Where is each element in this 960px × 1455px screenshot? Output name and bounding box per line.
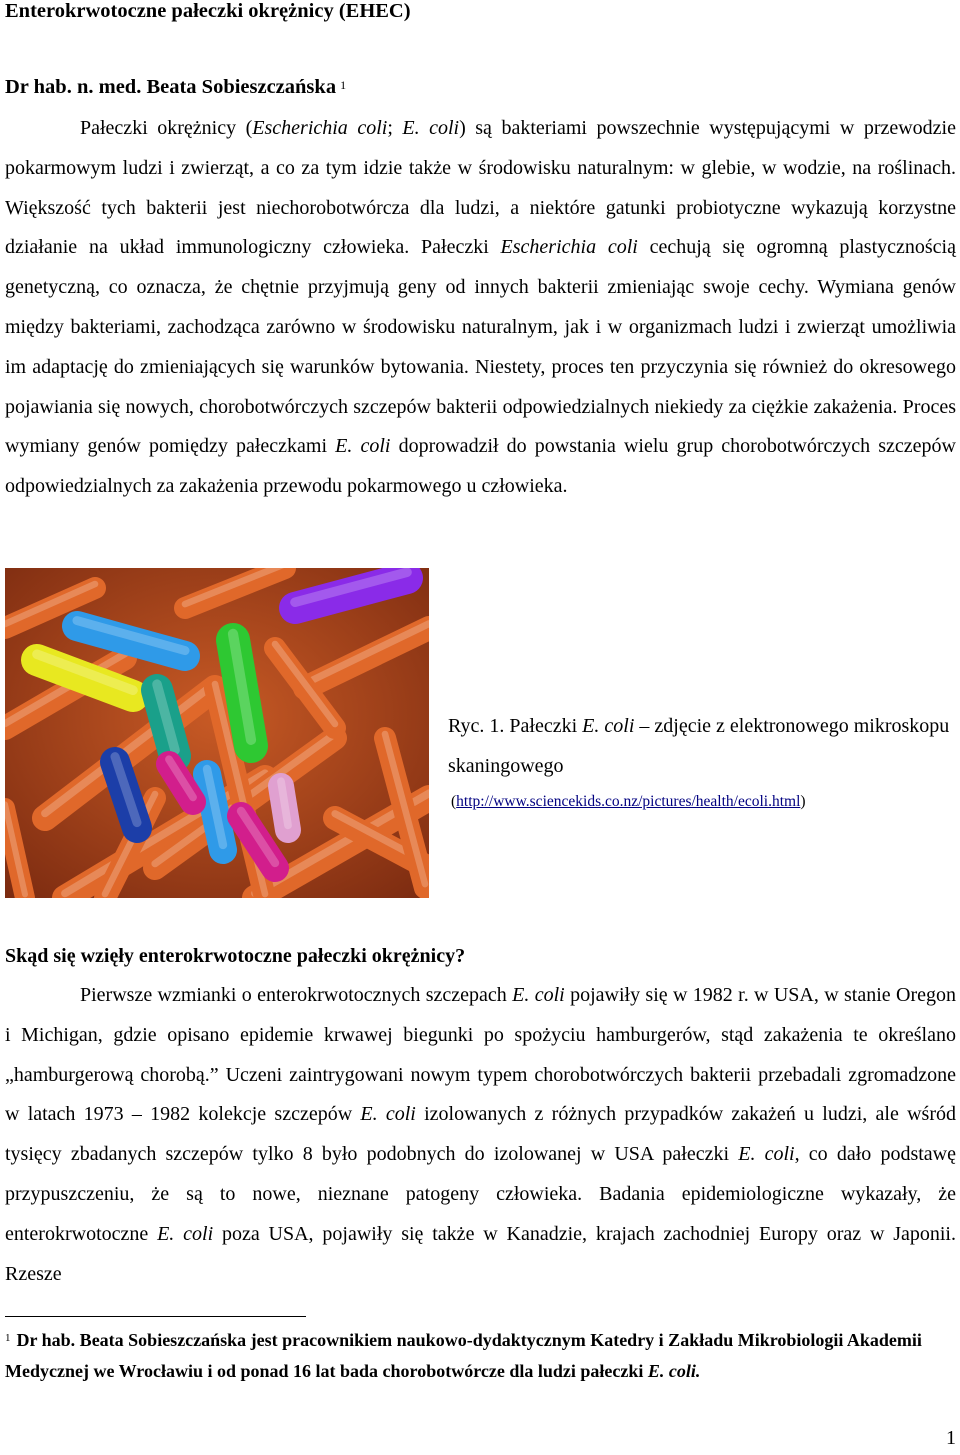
italic-text: E. coli <box>157 1222 214 1245</box>
text-run: ) są bakteriami powszechnie występującymi w przewodzie pokarmowym ludzi i zwierząt, a co za tym idzie także w środowisku naturalnym: w glebie, w wodzie, na roślinach. Większość tych bakterii jest niechorobotwórcza dla ludzi, a niektóre gatunki probiotyczne wykazują korzystne działanie na układ immunologiczny człowieka. Pałeczki <box>5 117 956 259</box>
italic-text: Escherichia coli <box>500 236 638 259</box>
text-run: pojawiły się w 1982 r. w USA, w stanie Oregon i Michigan, gdzie opisano epidemie krwawej biegunki po spożyciu hamburgerów, stąd zakażenia te określano „hamburgerową chorobą.” Uczeni zaintrygowani nowym typem chorobotwórczych bakterii przebadali zgromadzone w latach 1973 – 1982 kolekcje szczepów <box>5 984 956 1126</box>
italic-text: E. coli <box>402 117 460 139</box>
italic-text: E. coli <box>512 984 565 1006</box>
document-title: Enterokrwotoczne pałeczki okrężnicy (EHEC) <box>5 0 411 22</box>
text-run: Pałeczki okrężnicy ( <box>80 117 253 139</box>
italic-text: E. coli. <box>647 1361 701 1381</box>
text-run: poza USA, pojawiły się także w Kanadzie, krajach zachodniej Europy oraz w Japonii. Rzesze <box>5 1222 956 1285</box>
author-name: Dr hab. n. med. Beata Sobieszczańska <box>5 76 337 98</box>
bacteria-micrograph <box>5 568 429 898</box>
footnote-reference[interactable]: 1 <box>340 78 347 92</box>
footnote-mark: 1 <box>5 1332 11 1344</box>
micrograph-image <box>5 568 429 898</box>
source-link[interactable]: http://www.sciencekids.co.nz/pictures/health/ecoli.html <box>456 793 801 810</box>
section-heading: Skąd się wzięły enterokrwotoczne pałeczki okrężnicy? <box>5 945 466 967</box>
text-run: Ryc. 1. Pałeczki <box>448 715 583 737</box>
footnote-text <box>5 1330 922 1381</box>
text-run: Pierwsze wzmianki o enterokrwotocznych szczepach <box>80 984 513 1006</box>
text-run: , co dało podstawę przypuszczeniu, że są to nowe, nieznane patogeny człowieka. Badania epidemiologiczne wykazały, że enterokrwotoczne <box>5 1143 956 1245</box>
text-run: izolowanych z różnych przypadków zakażeń u ludzi, ale wśród tysięcy zbadanych szczepów tylko 8 było podobnych do izolowanej w USA pałeczki <box>5 1103 956 1166</box>
italic-text: E. coli <box>738 1143 795 1166</box>
footnote <box>5 1326 945 1385</box>
text-run: doprowadził do powstania wielu grup chorobotwórczych szczepów odpowiedzialnych za zakażenia przewodu pokarmowego u człowieka. <box>5 435 956 498</box>
text-run: – zdjęcie z elektronowego mikroskopu skaningowego <box>448 715 950 777</box>
italic-text: E. coli <box>360 1103 416 1126</box>
footnote-divider <box>5 1316 306 1317</box>
italic-text: E. coli <box>582 715 635 737</box>
text-run: Dr hab. Beata Sobieszczańska jest pracownikiem naukowo-dydaktycznym Katedry i Zakładu Mikrobiologii Akademii Medycznej we Wrocławiu i od ponad 16 lat bada chorobotwórcze dla ludzi pałeczki <box>5 1330 922 1381</box>
page-number: 1 <box>946 1427 956 1449</box>
author-line <box>5 74 346 102</box>
text-run: cechują się ogromną plastycznością genetyczną, co oznacza, że chętnie przyjmują geny od innych bakterii zmieniając swoje cechy. Wymiana genów między bakteriami, zachodząca zarówno w środowisku naturalnym, jak i w organizmach ludzi i zwierząt umożliwia im adaptację do zmieniających się warunków bytowania. Niestety, proces ten przyczynia się również do okresowego pojawiania się nowych, chorobotwórczych szczepów bakterii odpowiedzialnych niekiedy za ciężkie zakażenia. Proces wymiany genów pomiędzy pałeczkami <box>5 236 956 458</box>
italic-text: E. coli <box>335 435 391 458</box>
figure-caption <box>448 706 958 786</box>
figure-source: (http://www.sciencekids.co.nz/pictures/health/ecoli.html) <box>451 793 806 810</box>
italic-text: Escherichia coli <box>252 117 388 139</box>
history-paragraph <box>5 976 956 1294</box>
text-run: ; <box>387 117 403 139</box>
intro-paragraph <box>5 109 956 507</box>
